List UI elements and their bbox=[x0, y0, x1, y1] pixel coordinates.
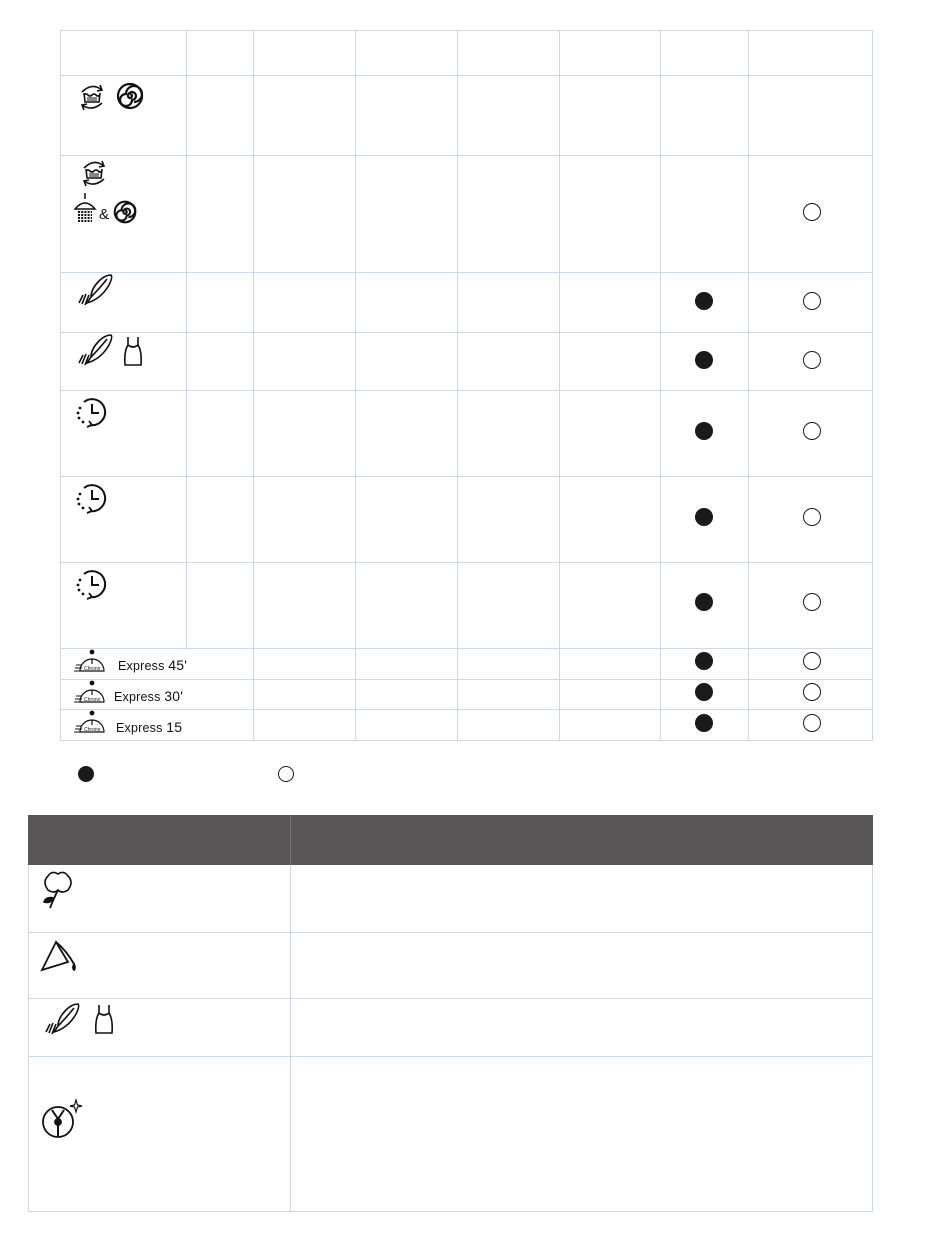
table-row-divider bbox=[60, 679, 873, 680]
table-column-divider bbox=[660, 30, 661, 741]
table-row-divider bbox=[60, 332, 873, 333]
table-row-divider bbox=[28, 1056, 873, 1057]
filled-dot-icon bbox=[695, 652, 713, 670]
delicate-feather-icon bbox=[44, 1002, 84, 1036]
table-header bbox=[28, 815, 873, 865]
delicate-feather-icon bbox=[77, 273, 117, 307]
cotton-icon bbox=[40, 868, 76, 912]
hollow-dot-icon bbox=[803, 683, 821, 701]
express-15-label: Express 15 bbox=[116, 719, 183, 735]
table-border bbox=[872, 30, 873, 741]
filled-dot-icon bbox=[78, 766, 94, 782]
camisole-icon bbox=[93, 1003, 115, 1035]
filled-dot-icon bbox=[695, 714, 713, 732]
express-45-label: Express 45' bbox=[118, 657, 188, 673]
table-border bbox=[28, 1211, 873, 1212]
rinse-icon bbox=[74, 80, 110, 114]
chrono-badge-text: Chrono bbox=[84, 697, 101, 703]
table-column-divider bbox=[748, 30, 749, 741]
timer-icon bbox=[74, 566, 110, 602]
hollow-dot-icon bbox=[803, 203, 821, 221]
filled-dot-icon bbox=[695, 292, 713, 310]
chrono-badge-text: Chrono bbox=[84, 666, 101, 672]
hollow-dot-icon bbox=[803, 714, 821, 732]
rinse-icon bbox=[76, 156, 112, 190]
hollow-dot-icon bbox=[803, 292, 821, 310]
table-column-divider bbox=[186, 30, 187, 650]
table-row-divider bbox=[60, 709, 873, 710]
drum-clean-icon bbox=[40, 1098, 84, 1142]
table-border bbox=[28, 865, 29, 1212]
table-row-divider bbox=[60, 648, 873, 649]
table-row-divider bbox=[60, 562, 873, 563]
delicate-feather-icon bbox=[77, 333, 117, 367]
table-row-divider bbox=[60, 390, 873, 391]
camisole-icon bbox=[122, 335, 144, 367]
express-30-label: Express 30' bbox=[114, 688, 184, 704]
hollow-dot-icon bbox=[803, 652, 821, 670]
table-column-divider bbox=[457, 30, 458, 741]
table-column-divider bbox=[253, 30, 254, 741]
table-row-divider bbox=[60, 272, 873, 273]
hollow-dot-icon bbox=[803, 508, 821, 526]
table-border bbox=[872, 865, 873, 1212]
table-row-divider bbox=[60, 155, 873, 156]
chrono-icon bbox=[74, 680, 106, 708]
timer-icon bbox=[74, 394, 110, 430]
filled-dot-icon bbox=[695, 508, 713, 526]
hollow-dot-icon bbox=[278, 766, 294, 782]
table-header-divider bbox=[290, 815, 291, 865]
timer-icon bbox=[74, 480, 110, 516]
table-border bbox=[60, 30, 61, 741]
filled-dot-icon bbox=[695, 351, 713, 369]
filled-dot-icon bbox=[695, 683, 713, 701]
table-row-divider bbox=[28, 932, 873, 933]
table-border bbox=[60, 740, 873, 741]
chrono-badge-text: Chrono bbox=[84, 727, 101, 733]
chrono-icon bbox=[74, 710, 106, 738]
and-connector: & bbox=[99, 206, 110, 223]
spin-icon bbox=[116, 82, 144, 110]
table-column-divider bbox=[559, 30, 560, 741]
filled-dot-icon bbox=[695, 593, 713, 611]
chrono-icon bbox=[74, 649, 106, 677]
hollow-dot-icon bbox=[803, 593, 821, 611]
drain-icon bbox=[73, 191, 97, 227]
synthetic-icon bbox=[40, 940, 82, 974]
table-row-divider bbox=[60, 75, 873, 76]
table-column-divider bbox=[290, 865, 291, 1212]
hollow-dot-icon bbox=[803, 351, 821, 369]
table-border bbox=[60, 30, 873, 31]
spin-icon bbox=[113, 200, 137, 224]
table-column-divider bbox=[355, 30, 356, 741]
hollow-dot-icon bbox=[803, 422, 821, 440]
filled-dot-icon bbox=[695, 422, 713, 440]
table-row-divider bbox=[60, 476, 873, 477]
table-row-divider bbox=[28, 998, 873, 999]
